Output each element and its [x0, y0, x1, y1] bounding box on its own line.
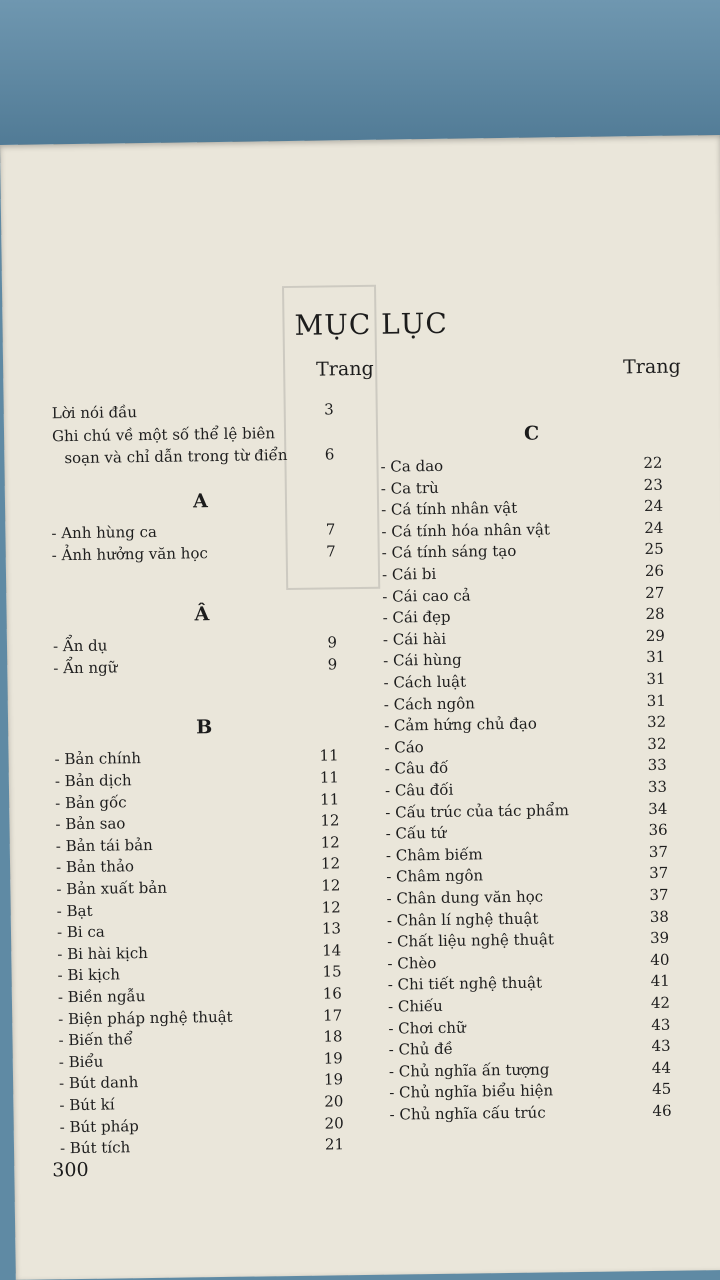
entry-page: 39 — [649, 928, 670, 948]
entry-page: 42 — [650, 993, 671, 1012]
entry-label: - Bản tái bản — [55, 835, 153, 856]
entry-page: 34 — [648, 799, 668, 818]
entry-label: - Chèo — [387, 953, 437, 973]
entry-label: - Bi hài kịch — [57, 943, 148, 964]
entry-page: 40 — [650, 950, 670, 969]
entry-page: 24 — [644, 518, 664, 537]
entry-label: Lời nói đầu — [51, 403, 138, 423]
entry-page: 12 — [320, 811, 340, 830]
entry-label: - Cấu tứ — [385, 824, 447, 843]
entry-label: - Cảm hứng chủ đạo — [384, 714, 537, 735]
entry-label: - Câu đối — [384, 780, 454, 800]
entry-label: - Bi kịch — [57, 965, 121, 985]
entry-page: 21 — [324, 1135, 345, 1154]
entry-page: 24 — [643, 496, 664, 516]
entry-page: 27 — [645, 583, 665, 602]
entry-page: 37 — [648, 842, 669, 861]
entry-page: 19 — [323, 1070, 344, 1089]
entry-page: 20 — [324, 1092, 344, 1111]
entry-label: - Bản thảo — [55, 857, 135, 877]
entry-label: - Biểu — [58, 1052, 104, 1072]
entry-label: - Cá tính hóa nhân vật — [381, 520, 551, 541]
right-column-page-heading: Trang — [623, 355, 681, 379]
entry-page: 33 — [647, 777, 668, 797]
entry-label: - Chi tiết nghệ thuật — [387, 973, 543, 995]
entry-page: 32 — [646, 712, 667, 732]
entry-page: 28 — [645, 604, 665, 624]
entry-label: - Chủ nghĩa ấn tượng — [388, 1060, 550, 1081]
entry-page: 29 — [645, 626, 666, 645]
entry-page: 16 — [322, 984, 343, 1003]
entry-label: - Châm biếm — [385, 845, 483, 865]
entry-label: - Bản chính — [54, 749, 142, 769]
page-title: MỤC LỤC — [294, 306, 448, 342]
entry-label: - Bản gốc — [55, 792, 127, 812]
entry-page: 31 — [646, 669, 666, 689]
entry-page: 3 — [324, 400, 334, 419]
entry-page: 36 — [648, 820, 668, 840]
entry-label: - Châm ngôn — [386, 866, 484, 887]
entry-page: 20 — [324, 1113, 344, 1133]
entry-label: - Chất liệu nghệ thuật — [387, 930, 555, 951]
entry-label: - Bản dịch — [54, 771, 132, 791]
entry-label: - Cái đẹp — [382, 607, 451, 627]
entry-label: - Cái hài — [382, 629, 447, 649]
entry-label: - Bút danh — [58, 1073, 139, 1093]
entry-page: 9 — [327, 633, 338, 652]
entry-label: - Cá tính sáng tạo — [381, 542, 517, 563]
entry-label: - Biến thể — [58, 1030, 133, 1050]
entry-label: - Ẩn dụ — [52, 636, 108, 656]
entry-page: 43 — [651, 1036, 671, 1056]
entry-page: 26 — [644, 561, 665, 581]
entry-page: 23 — [643, 475, 663, 494]
entry-page: 31 — [646, 691, 666, 710]
entry-label: - Cái hùng — [383, 650, 462, 671]
entry-label: - Bản sao — [55, 814, 126, 834]
entry-label: - Câu đố — [384, 759, 449, 779]
entry-label: - Cấu trúc của tác phẩm — [385, 800, 570, 822]
entry-label: - Bút pháp — [59, 1116, 139, 1136]
section-letter: C — [523, 422, 540, 445]
entry-label: - Chủ nghĩa cấu trúc — [389, 1103, 546, 1124]
entry-label: - Bút tích — [59, 1138, 131, 1158]
entry-page: 37 — [649, 864, 669, 883]
entry-page: 17 — [322, 1005, 343, 1025]
entry-label: - Ca trù — [380, 478, 439, 498]
entry-page: 33 — [647, 756, 667, 775]
entry-label: - Chủ đề — [388, 1039, 454, 1059]
left-column-page-heading: Trang — [316, 357, 374, 381]
entry-label: - Biền ngẫu — [57, 987, 146, 1007]
entry-page: 44 — [651, 1058, 672, 1077]
entry-page: 11 — [319, 789, 340, 809]
entry-page: 11 — [319, 768, 339, 787]
entry-page: 43 — [651, 1015, 671, 1034]
entry-label: - Chủ nghĩa biểu hiện — [389, 1081, 554, 1103]
entry-page: 12 — [321, 876, 341, 895]
entry-label: soạn và chỉ dẫn trong từ điển — [64, 446, 288, 468]
entry-page: 46 — [652, 1101, 672, 1120]
entry-page: 32 — [647, 734, 667, 753]
entry-label: - Chân dung văn học — [386, 887, 544, 908]
entry-label: - Cá tính nhân vật — [381, 499, 518, 519]
entry-page: 22 — [643, 453, 663, 473]
entry-page: 31 — [645, 648, 666, 667]
entry-label: - Bi ca — [56, 922, 105, 942]
entry-label: - Cáo — [384, 737, 424, 757]
entry-page: 19 — [323, 1049, 343, 1068]
entry-page: 12 — [320, 854, 341, 873]
section-letter: A — [192, 490, 208, 513]
entry-page: 38 — [649, 907, 669, 926]
entry-label: - Cách luật — [383, 672, 467, 692]
section-letter: Â — [194, 603, 210, 626]
entry-label: - Chiếu — [387, 996, 443, 1016]
entry-label: - Cái bi — [381, 564, 437, 584]
entry-page: 25 — [644, 540, 664, 559]
entry-label: Ghi chú về một số thể lệ biên — [51, 424, 276, 446]
section-letter: B — [196, 716, 213, 739]
entry-page: 12 — [320, 833, 340, 852]
entry-page: 12 — [321, 897, 341, 917]
entry-page: 41 — [650, 972, 670, 991]
entry-page: 11 — [319, 746, 339, 765]
page-number: 300 — [52, 1158, 89, 1182]
entry-page: 45 — [652, 1080, 672, 1099]
entry-label: - Ca dao — [380, 456, 444, 476]
entry-label: - Bút kí — [59, 1095, 115, 1115]
entry-page: 15 — [322, 962, 342, 981]
book-page — [0, 135, 720, 1280]
entry-page: 13 — [321, 919, 342, 938]
entry-page: 18 — [323, 1027, 343, 1046]
entry-label: - Chơi chữ — [388, 1018, 466, 1038]
entry-label: - Biện pháp nghệ thuật — [58, 1007, 233, 1028]
entry-page: 14 — [322, 941, 342, 960]
entry-page: 7 — [325, 520, 336, 539]
entry-label: - Bạt — [56, 901, 93, 920]
entry-label: - Ẩn ngữ — [53, 658, 118, 678]
entry-label: - Bản xuất bản — [56, 878, 168, 899]
entry-page: 37 — [649, 885, 669, 905]
entry-label: - Ảnh hưởng văn học — [51, 543, 208, 564]
entry-label: - Cách ngôn — [383, 694, 476, 714]
entry-label: - Chân lí nghệ thuật — [386, 909, 539, 930]
entry-label: - Anh hùng ca — [51, 522, 158, 543]
entry-label: - Cái cao cả — [382, 586, 471, 606]
entry-page: 6 — [324, 445, 335, 464]
entry-page: 9 — [327, 655, 338, 674]
entry-page: 7 — [326, 541, 336, 561]
